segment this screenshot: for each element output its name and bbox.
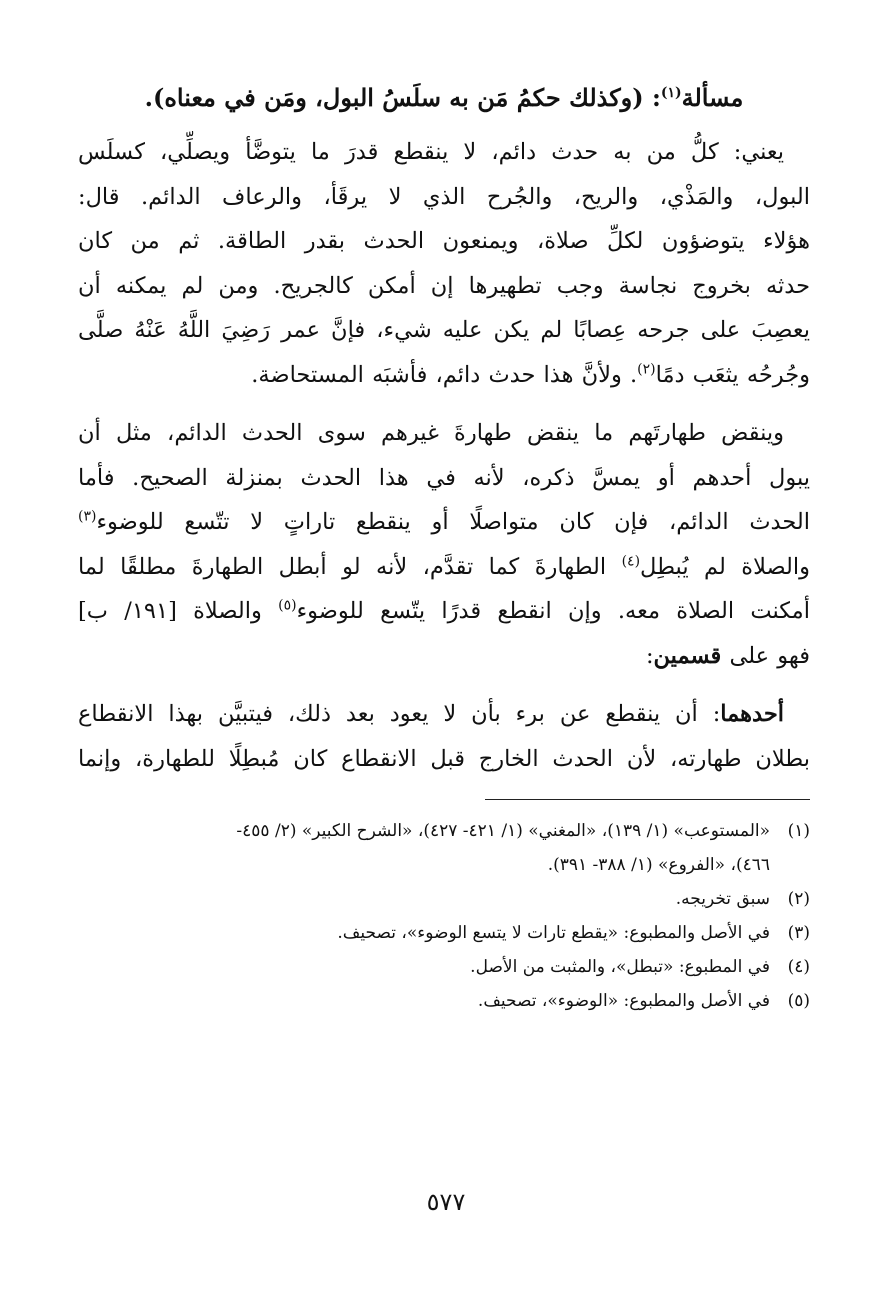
text-segment: والصلاة لم يُبطِل	[640, 553, 810, 580]
issue-text: : (وكذلك حكمُ مَن به سلَسُ البول، ومَن في معناه).	[144, 83, 661, 112]
footnote-item	[78, 950, 810, 984]
paragraph-2	[78, 411, 810, 678]
footnote-line: «المستوعب» (١/ ١٣٩)، «المغني» (١/ ٤٢١- ٤٢٧)، «الشرح الكبير» (٢/ ٤٥٥-	[236, 821, 770, 841]
text-segment: الحدث الدائم، فإن كان متواصلًا أو ينقطع تاراتٍ لا تتّسع للوضوء	[96, 509, 810, 535]
text-line: بطلان طهارته، لأن الحدث الخارج قبل الانقطاع كان مُبطِلًا للطهارة، وإنما	[78, 745, 810, 772]
paragraph-1	[78, 130, 810, 397]
footnote-number: (٢)	[787, 889, 810, 909]
page-number: ٥٧٧	[426, 1188, 466, 1216]
text-line: هؤلاء يتوضؤون لكلِّ صلاة، ويمنعون الحدث بقدر الطاقة. ثم من كان	[78, 228, 810, 254]
text-line	[78, 589, 810, 634]
footnote-item	[78, 916, 810, 950]
text-line	[78, 634, 810, 679]
footnote-line: سبق تخريجه.	[675, 889, 770, 909]
footnote-item	[78, 814, 810, 882]
bold-term: أحدهما	[720, 701, 784, 727]
text-segment: :	[645, 642, 654, 669]
footnote-ref-3: (٣)	[78, 508, 97, 525]
text-line: حدثه بخروج نجاسة وجب تطهيرها إن أمكن كالجريح. ومن لم يمكنه أن	[78, 272, 810, 299]
text-line	[78, 692, 810, 737]
text-line: وينقض طهارتَهم ما ينقض طهارةَ غيرهم سوى الحدث الدائم، مثل أن	[78, 420, 784, 446]
footnote-divider	[485, 799, 810, 800]
bold-term: قسمين	[653, 642, 722, 669]
text-line: يبول أحدهم أو يمسَّ ذكره، لأنه في هذا الحدث بمنزلة الصحيح. فأما	[78, 464, 810, 491]
text-segment: الطهارةَ كما تقدَّم، لأنه لو أبطل الطهارةَ مطلقًا لما	[78, 553, 622, 580]
text-segment: فهو على	[721, 642, 810, 669]
text-line: البول، والمَذْي، والريح، والجُرح الذي لا يرقَأ، والرعاف الدائم. قال:	[78, 183, 810, 210]
footnote-item	[78, 882, 810, 916]
footnote-item	[78, 984, 810, 1018]
footnote-ref-2: (٢)	[637, 361, 656, 377]
text-line	[78, 500, 810, 545]
issue-heading	[78, 78, 810, 118]
text-line: يعني: كلُّ من به حدث دائم، لا ينقطع قدرَ ما يتوضَّأ ويصلِّي، كسلَس	[78, 139, 784, 165]
footnote-line: في الأصل والمطبوع: «يقطع تارات لا يتسع الوضوء»، تصحيف.	[337, 923, 770, 943]
footnote-line: في المطبوع: «تبطل»، والمثبت من الأصل.	[470, 957, 770, 977]
text-segment: أمكنت الصلاة معه. وإن انقطع قدرًا يتّسع للوضوء	[296, 598, 810, 624]
footnote-ref-4: (٤)	[621, 553, 641, 569]
footnote-number: (٤)	[787, 957, 810, 977]
paragraph-3	[78, 692, 810, 781]
footnote-ref-1: (١)	[660, 85, 682, 101]
text-line	[78, 545, 810, 590]
footnote-text	[78, 814, 770, 882]
text-segment: . ولأنَّ هذا حدث دائم، فأشبَه المستحاضة.	[251, 361, 638, 388]
text-segment: : أن ينقطع عن برء بأن لا يعود بعد ذلك، فيتبيَّن بهذا الانقطاع	[78, 701, 721, 727]
footnote-line: في الأصل والمطبوع: «الوضوء»، تصحيف.	[477, 991, 770, 1011]
text-segment: وجُرحُه يثعَب دمًا	[655, 361, 810, 388]
footnote-number: (١)	[787, 821, 810, 841]
footnote-ref-5: (٥)	[278, 597, 297, 614]
footnote-number: (٣)	[787, 923, 810, 943]
footnote-number: (٥)	[787, 991, 810, 1011]
footnote-line: ٤٦٦)، «الفروع» (١/ ٣٨٨- ٣٩١).	[547, 855, 770, 875]
text-segment: والصلاة [١٩١/ ب]	[78, 598, 279, 624]
text-line	[78, 353, 810, 398]
issue-label: مسألة	[681, 83, 744, 112]
text-line: يعصِبَ على جرحه عِصابًا لم يكن عليه شيء، فإنَّ عمر رَضِيَ اللَّهُ عَنْهُ صلَّى	[78, 317, 810, 343]
footnotes	[78, 814, 810, 1018]
